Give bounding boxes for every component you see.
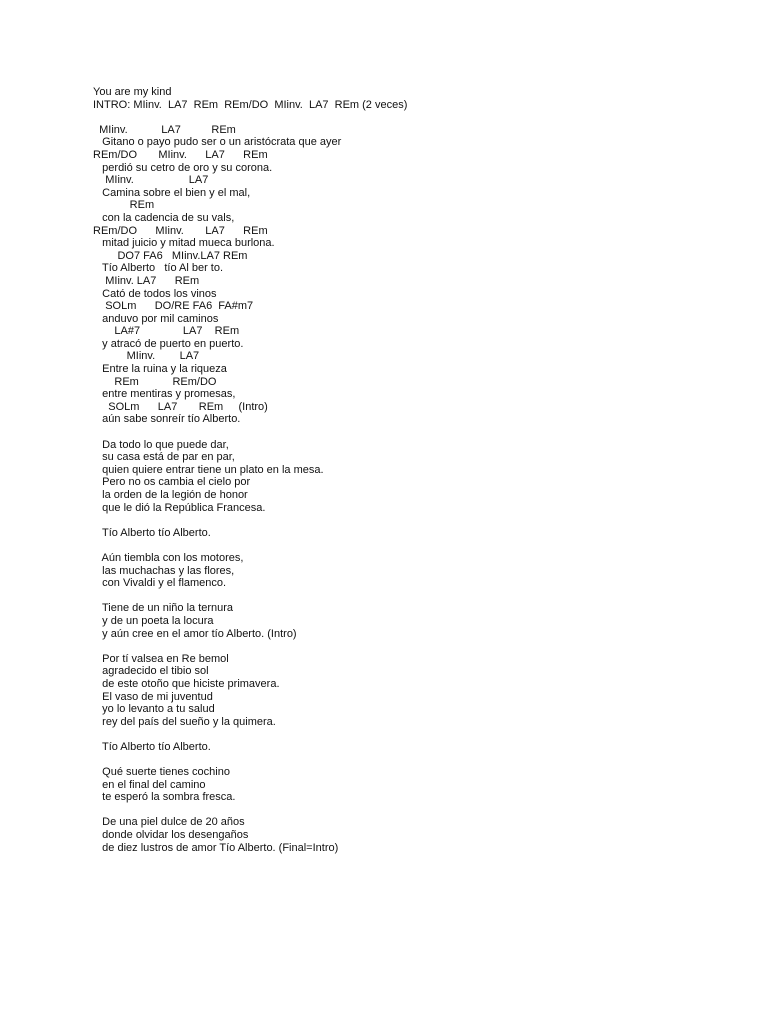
text-line: y aún cree en el amor tío Alberto. (Intro) [93,627,297,640]
blank-line [93,514,733,527]
text-line: anduvo por mil caminos [93,312,219,325]
text-line: con la cadencia de su vals, [93,211,235,224]
blank-line [93,728,733,741]
text-line: MIinv. LA7 REm [93,123,236,136]
text-line: perdió su cetro de oro y su corona. [93,161,273,174]
text-line: y de un poeta la locura [93,614,214,627]
blank-line [93,590,733,603]
text-line: Cató de todos los vinos [93,287,217,300]
text-line: Da todo lo que puede dar, [93,438,229,451]
text-line: que le dió la República Francesa. [93,501,266,514]
text-line: Por tí valsea en Re bemol [93,652,229,665]
text-line: quien quiere entrar tiene un plato en la mesa. [93,463,324,476]
text-line: con Vivaldi y el flamenco. [93,577,227,590]
text-line: El vaso de mi juventud [93,690,213,703]
text-line: REm/DO MIinv. LA7 REm [93,224,268,237]
text-line: INTRO: MIinv. LA7 REm REm/DO MIinv. LA7 REm (2 veces) [93,98,408,111]
text-line: REm/DO MIinv. LA7 REm [93,148,268,161]
song-sheet [93,86,733,854]
text-line: y atracó de puerto en puerto. [93,337,244,350]
text-line: LA#7 LA7 REm [93,325,240,338]
text-line: te esperó la sombra fresca. [93,791,236,804]
blank-line [93,640,733,653]
text-line: aún sabe sonreír tío Alberto. [93,413,241,426]
text-line: agradecido el tibio sol [93,665,209,678]
text-line: su casa está de par en par, [93,451,235,464]
text-line: en el final del camino [93,778,206,791]
blank-line [93,539,733,552]
blank-line [93,753,733,766]
text-line: de este otoño que hiciste primavera. [93,677,280,690]
text-line: Entre la ruina y la riqueza [93,363,227,376]
text-line: entre mentiras y promesas, [93,388,236,401]
text-line: de diez lustros de amor Tío Alberto. (Final=Intro) [93,841,339,854]
lyrics-block [93,86,733,854]
text-line: De una piel dulce de 20 años [93,816,245,829]
text-line: MIinv. LA7 [93,350,200,363]
text-line: MIinv. LA7 [93,174,209,187]
text-line: Aún tiembla con los motores, [93,551,244,564]
blank-line [93,426,733,439]
blank-line [93,804,733,817]
text-line: Pero no os cambia el cielo por [93,476,251,489]
text-line: Qué suerte tienes cochino [93,766,230,779]
text-line: donde olvidar los desengaños [93,829,249,842]
text-line: la orden de la legión de honor [93,489,248,501]
text-line: Camina sobre el bien y el mal, [93,186,251,199]
text-line: REm [93,199,155,212]
text-line: las muchachas y las flores, [93,564,235,577]
text-line: REm REm/DO [93,375,217,388]
text-line: You are my kind [93,86,172,98]
text-line: Tío Alberto tío Al ber to. [93,262,224,275]
text-line: Tío Alberto tío Alberto. [93,526,211,539]
text-line: SOLm DO/RE FA6 FA#m7 [93,300,254,313]
blank-line [93,111,733,124]
text-line: DO7 FA6 MIinv.LA7 REm [93,249,248,262]
text-line: MIinv. LA7 REm [93,274,200,287]
text-line: rey del país del sueño y la quimera. [93,715,276,728]
text-line: Tío Alberto tío Alberto. [93,740,211,753]
text-line: yo lo levanto a tu salud [93,703,215,716]
text-line: mitad juicio y mitad mueca burlona. [93,237,275,250]
text-line: Tiene de un niño la ternura [93,602,234,615]
text-line: Gitano o payo pudo ser o un aristócrata que ayer [93,136,342,149]
text-line: SOLm LA7 REm (Intro) [93,400,268,413]
